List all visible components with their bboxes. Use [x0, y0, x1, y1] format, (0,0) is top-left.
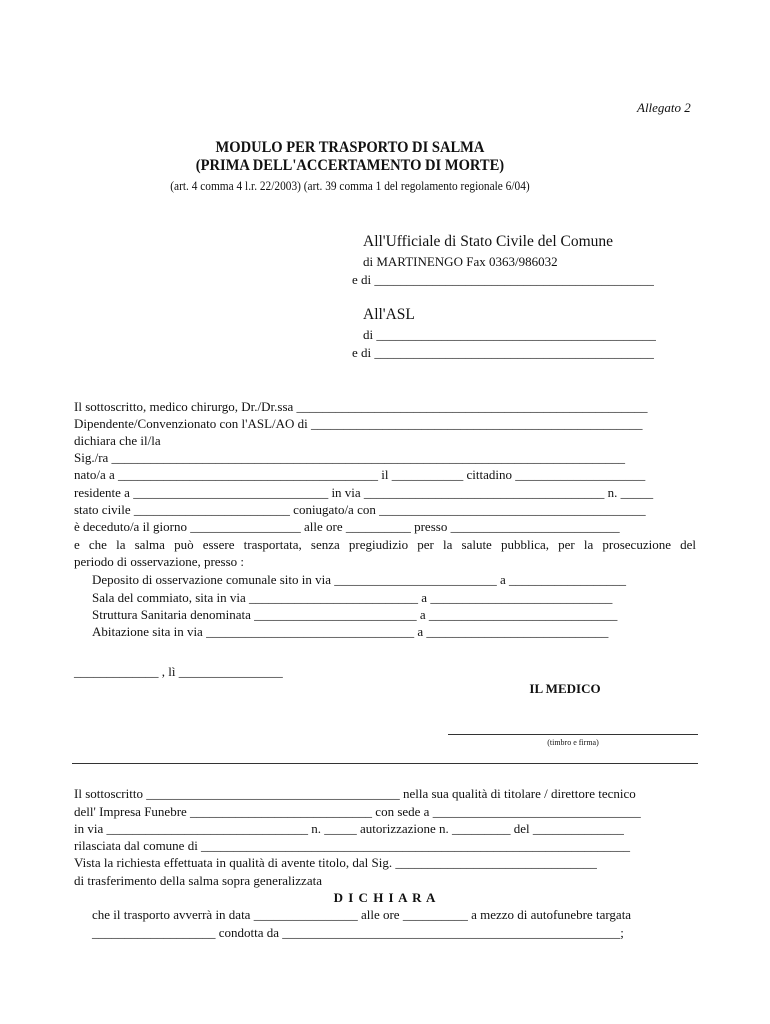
- asl-heading: All'ASL: [363, 306, 415, 323]
- impresa-line-via: in via _______________________________ n. _____ autorizzazione n. _________ del ______________: [74, 821, 624, 836]
- il-medico-label: IL MEDICO: [529, 681, 601, 696]
- medico-line-dichiara: dichiara che il/la: [74, 433, 161, 448]
- asl-line2: e di ___________________________________________: [352, 345, 654, 360]
- medico-line-deceduto: è deceduto/a il giorno _________________ alle ore __________ presso __________________________: [74, 519, 620, 534]
- medico-line-dipendente: Dipendente/Convenzionato con l'ASL/AO di ___________________________________________________: [74, 416, 643, 431]
- impresa-line-trasporto: che il trasporto avverrà in data ________________ alle ore __________ a mezzo di autofunebre targata: [92, 907, 632, 922]
- medico-line-residente: residente a ______________________________ in via _____________________________________ n. _____: [74, 485, 654, 500]
- signature-line: [448, 734, 698, 735]
- document-title-line1: MODULO PER TRASPORTO DI SALMA: [215, 139, 485, 156]
- option-abitazione: Abitazione sita in via ________________________________ a ____________________________: [92, 624, 609, 639]
- medico-line-sig: Sig./ra _______________________________________________________________________________: [74, 450, 626, 465]
- asl-line1: di ___________________________________________: [363, 327, 656, 342]
- place-date-line: _____________ , lì ________________: [74, 664, 283, 679]
- impresa-line-condotta: ___________________ condotta da ____________________________________________________;: [92, 925, 624, 940]
- section-divider: [72, 763, 698, 764]
- medico-line-sottoscritto: Il sottoscritto, medico chirurgo, Dr./Dr.ssa ______________________________________________________: [74, 399, 648, 414]
- impresa-line-sottoscritto: Il sottoscritto _______________________________________ nella sua qualità di titolare / direttore tecnico: [74, 786, 636, 801]
- impresa-line-richiesta: Vista la richiesta effettuata in qualità di avente titolo, dal Sig. _______________________________: [74, 855, 597, 870]
- option-sala-commiato: Sala del commiato, sita in via __________________________ a ____________________________: [92, 590, 613, 605]
- medico-line-periodo: periodo di osservazione, presso :: [74, 554, 245, 569]
- option-struttura-sanitaria: Struttura Sanitaria denominata _________________________ a _____________________________: [92, 607, 618, 622]
- dichiara-heading: D I C H I A R A: [333, 890, 437, 905]
- ufficiale-altro-comune: e di ___________________________________________: [352, 272, 654, 287]
- ufficiale-comune: di MARTINENGO Fax 0363/986032: [363, 254, 558, 269]
- document-title-line2: (PRIMA DELL'ACCERTAMENTO DI MORTE): [195, 157, 505, 174]
- medico-line-nato: nato/a a ________________________________________ il ___________ cittadino ____________________: [74, 467, 646, 482]
- allegato-label: Allegato 2: [637, 100, 691, 115]
- impresa-line-trasferimento: di trasferimento della salma sopra generalizzata: [74, 873, 322, 888]
- medico-line-stato-civile: stato civile ________________________ coniugato/a con _________________________________________: [74, 502, 646, 517]
- option-deposito: Deposito di osservazione comunale sito in via _________________________ a __________________: [92, 572, 627, 587]
- medico-line-salma: e che la salma può essere trasportata, senza pregiudizio per la salute pubblica, per la prosecuzione del: [74, 537, 696, 552]
- document-subtitle: (art. 4 comma 4 l.r. 22/2003) (art. 39 comma 1 del regolamento regionale 6/04): [170, 179, 530, 193]
- timbro-firma-label: (timbro e firma): [547, 738, 599, 747]
- impresa-line-impresa: dell' Impresa Funebre ____________________________ con sede a ________________________________: [74, 804, 641, 819]
- impresa-line-rilasciata: rilasciata dal comune di __________________________________________________________________: [74, 838, 631, 853]
- ufficiale-heading: All'Ufficiale di Stato Civile del Comune: [363, 233, 614, 250]
